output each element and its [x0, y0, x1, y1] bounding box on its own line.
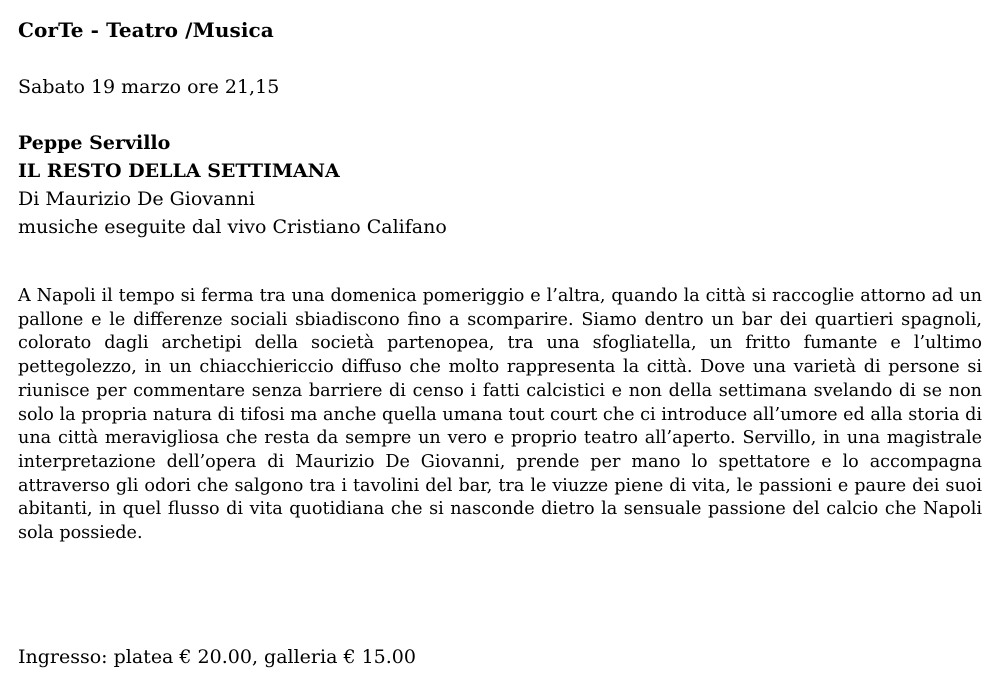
author-credit: Di Maurizio De Giovanni [18, 188, 255, 210]
venue-heading: CorTe - Teatro /Musica [18, 18, 274, 42]
show-title: IL RESTO DELLA SETTIMANA [18, 160, 340, 182]
event-date-time: Sabato 19 marzo ore 21,15 [18, 76, 280, 98]
music-credit: musiche eseguite dal vivo Cristiano Califano [18, 216, 447, 238]
show-description: A Napoli il tempo si ferma tra una domenica pomeriggio e l’altra, quando la città si raccoglie attorno ad un pallone e le differenze sociali sbiadiscono fino a scomparire. Siamo dentro un bar dei quartieri spagnoli, colorato dagli archetipi della società partenopea, tra una sfogliatella, un fritto fumante e l’ultimo pettegolezzo, in un chiacchiericcio diffuso che molto rappresenta la città. Dove una varietà di persone si riunisce per commentare senza barriere di censo i fatti calcistici e non della settimana svelando di se non solo la propria natura di tifosi ma anche quella umana tout court che ci introduce all’umore ed alla storia di una città meravigliosa che resta da sempre un vero e proprio teatro all’aperto. Servillo, in una magistrale interpretazione dell’opera di Maurizio De Giovanni, prende per mano lo spettatore e lo accompagna attraverso gli odori che salgono tra i tavolini del bar, tra le viuzze piene di vita, le passioni e paure dei suoi abitanti, in quel flusso di vita quotidiana che si nasconde dietro la sensuale passione del calcio che Napoli sola possiede. [18, 286, 982, 544]
ticket-prices: Ingresso: platea € 20.00, galleria € 15.00 [18, 646, 416, 668]
performer-name: Peppe Servillo [18, 132, 171, 154]
event-credits [18, 129, 447, 241]
